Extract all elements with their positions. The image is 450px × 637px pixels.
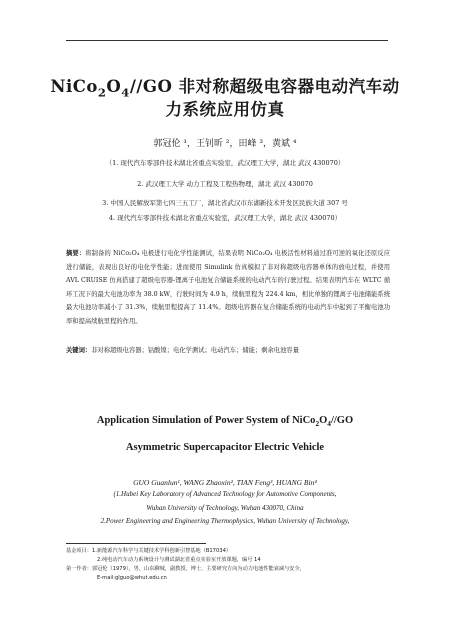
affiliation-en-2: Wuhan University of Technology, Wuhan 430070, China <box>146 504 304 512</box>
footnote-funding: 基金项目：1.新能源汽车科学与关键技术学科创新引智基地（B17034） <box>66 548 232 554</box>
keywords-label: 关键词： <box>66 347 92 354</box>
header-rule <box>66 40 388 41</box>
footnote-email: E-mail:glguo@whut.edu.cn <box>97 575 167 581</box>
affiliation-cn-2: 2. 武汉理工大学 动力工程及工程热物理，湖北 武汉 430070 <box>137 180 313 188</box>
authors-en: GUO Guanlun¹, WANG Zhaoxin², TIAN Feng³, HUANG Bin⁴ <box>133 478 317 487</box>
title-cn-line1: $NiCo_2O_4//GO$ 非对称超级电容器电动汽车动 <box>50 77 400 100</box>
affiliation-cn-4: 4. 现代汽车零部件技术湖北省重点实验室，武汉理工大学，湖北 武汉 430070） <box>108 214 342 222</box>
authors-cn: 郭冠伦 ¹，王钊昕 ²，田峰 ³，黄斌 ⁴ <box>153 139 297 149</box>
keywords <box>66 346 390 356</box>
footnote-rule <box>66 543 206 544</box>
abstract <box>66 247 390 329</box>
title-en-line2: Asymmetric Supercapacitor Electric Vehicle <box>125 442 325 453</box>
footnote-author: 第一作者：郭冠伦（1979），男，山东聊城，副教授，博士，主要研究方向为动力电池性能衰减与安全， <box>66 566 305 572</box>
abstract-label: 摘要： <box>66 250 86 257</box>
affiliation-en-3: 2.Power Engineering and Engineering Thermophysics, Wuhan University of Technology, <box>100 517 350 525</box>
footnote-funding-2: 2.纯电动汽车动力系统设计与测试湖北省重点实验室开放课题，编号 14 <box>97 557 261 563</box>
affiliation-cn-1: （1. 现代汽车零部件技术湖北省重点实验室，武汉理工大学，湖北 武汉 430070） <box>105 159 345 167</box>
affiliation-en-1: (1.Hubei Key Laboratory of Advanced Technology for Automotive Components, <box>113 490 337 498</box>
title-en-line1: Application Simulation of Power System of $NiCo_2O_4//GO$ <box>96 415 354 429</box>
title-cn-line2: 力系统应用仿真 <box>165 100 285 119</box>
keywords-text: 非对称超级电容器；钴酸镍；电化学测试；电动汽车；储能；剩余电池容量 <box>91 347 299 354</box>
affiliation-cn-3: 3. 中国人民解放军第七四三五工厂，湖北省武汉市东湖新技术开发区民族大道 307 号 <box>102 199 348 207</box>
abstract-text: 将制备的 NiCo₂O₄ 电极进行电化学性能测试，结果表明 NiCo₂O₄ 电极活性材料通过准可逆的氧化还原反应进行储能，表现出良好的电化学性能；进而使用 Simulink 仿真模拟了非对称超级电容器单体的放电过程，并使用 AVL CRUISE 仿真搭建了超级电容器-锂离子电池复合储能系统的电动汽车的行驶过程。结果表明汽车在 WLTC 循环工况下的最大电池功率为 38.0 kW，行驶时间为 4.9 h，续航里程为 224.4 km，相比单独的锂离子电池储能系统最大电池功率减小了 31.3%，续航里程提高了 11.4%。超级电容器在复合储能系统的电动汽车中起到了平衡电池功率和提高续航里程的作用。 <box>66 250 391 325</box>
